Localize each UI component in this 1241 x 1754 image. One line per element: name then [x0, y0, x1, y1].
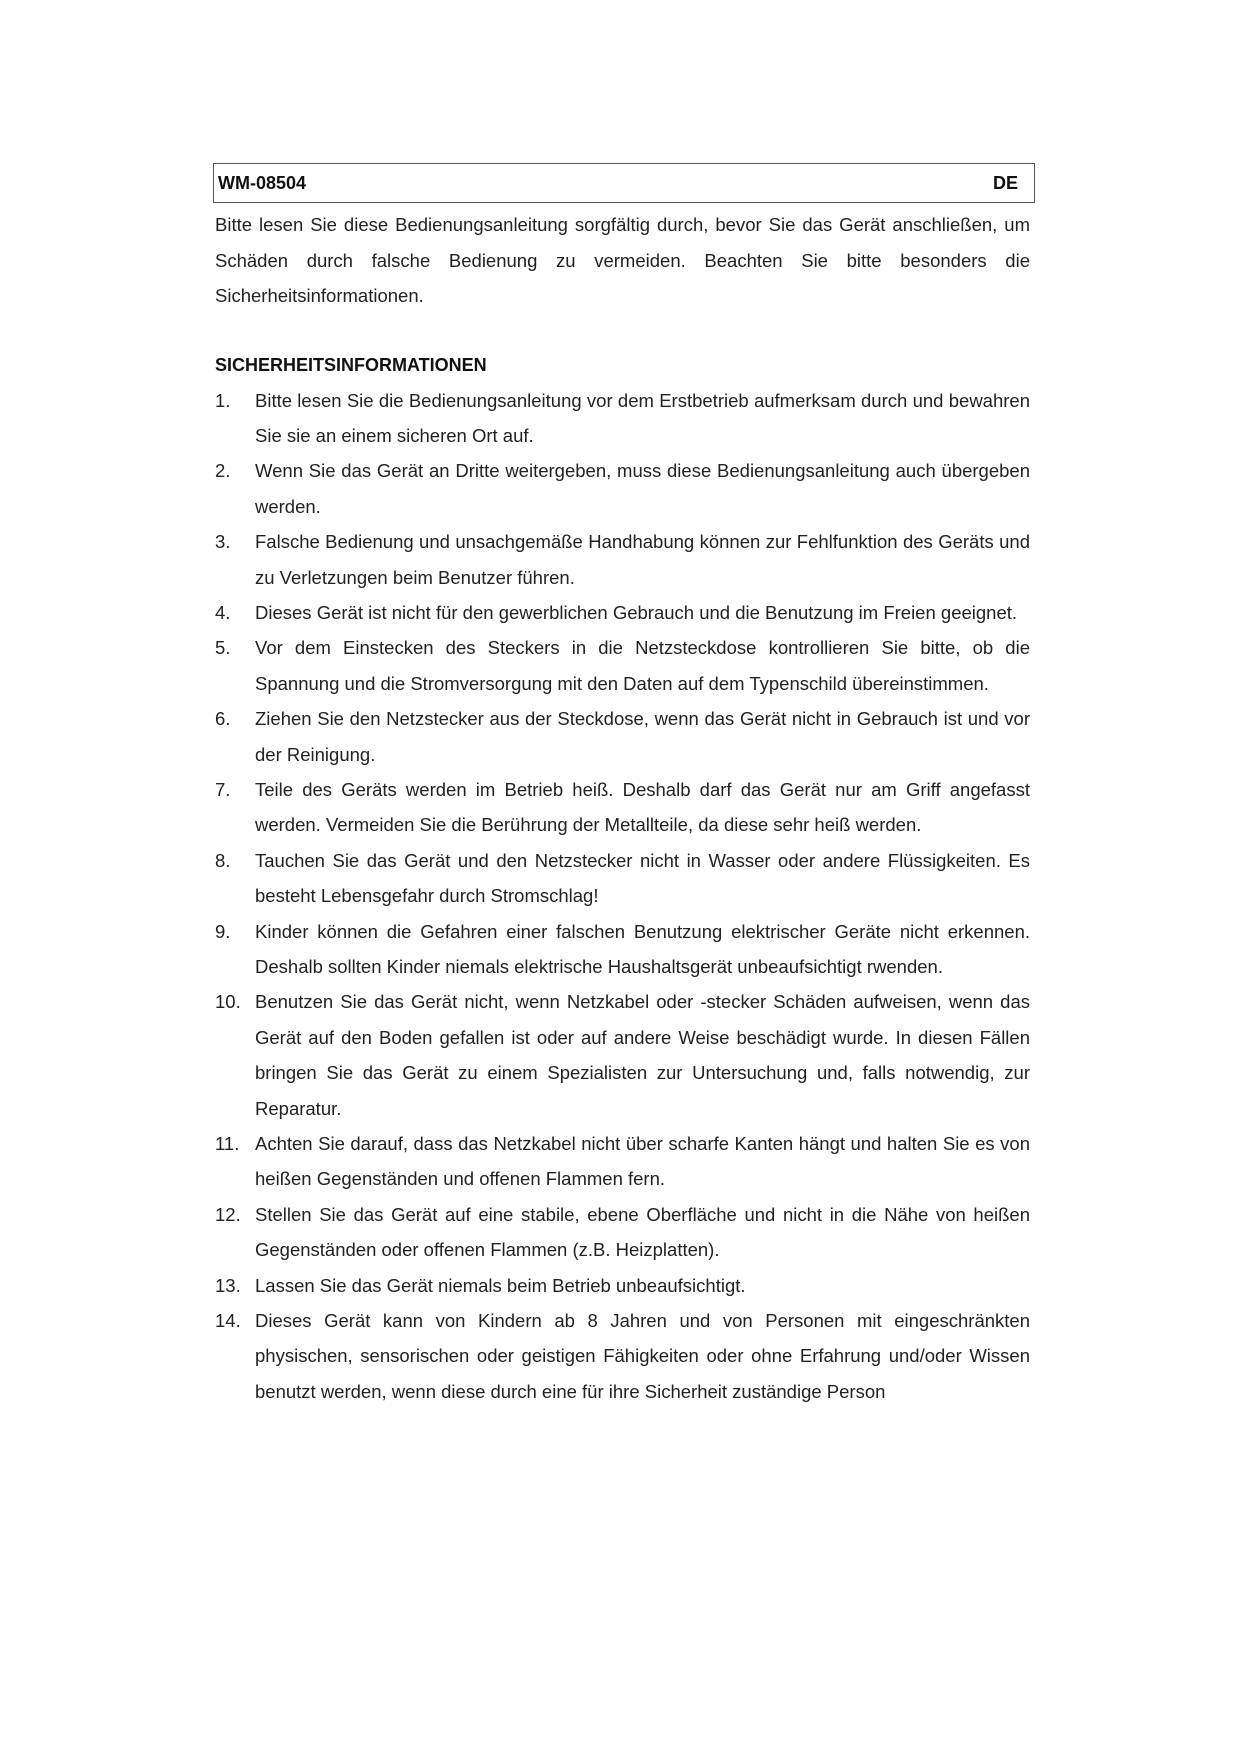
item-number: 9.	[215, 920, 231, 942]
list-item	[213, 630, 1030, 701]
item-text: Lassen Sie das Gerät niemals beim Betrieb unbeaufsichtigt.	[255, 1274, 746, 1296]
item-number: 4.	[215, 601, 231, 623]
item-number: 5.	[215, 637, 231, 659]
item-text: Tauchen Sie das Gerät und den Netzstecker nicht in Wasser oder andere Flüssigkeiten. Es besteht Lebensgefahr durch Stromschlag!	[255, 849, 1030, 907]
document-page	[213, 163, 1035, 1409]
model-number: WM-08504	[218, 173, 307, 193]
item-text: Bitte lesen Sie die Bedienungsanleitung vor dem Erstbetrieb aufmerksam durch und bewahren Sie sie an einem sicheren Ort auf.	[255, 389, 1030, 446]
list-item	[213, 453, 1030, 524]
list-item	[213, 595, 1030, 630]
list-item	[213, 1126, 1030, 1197]
list-item	[213, 984, 1030, 1126]
list-item	[213, 1303, 1030, 1409]
item-number: 14.	[215, 1310, 241, 1332]
item-number: 13.	[215, 1274, 241, 1296]
list-item	[213, 524, 1030, 595]
item-number: 7.	[215, 778, 231, 800]
item-number: 3.	[215, 531, 231, 553]
item-text: Kinder können die Gefahren einer falschen Benutzung elektrischer Geräte nicht erkennen. Deshalb sollten Kinder niemals elektrische Haushaltsgerät unbeaufsichtigt rwenden.	[255, 920, 1030, 977]
item-number: 12.	[215, 1203, 241, 1225]
language-code: DE	[992, 173, 1018, 193]
list-item	[213, 701, 1030, 772]
item-text: Teile des Geräts werden im Betrieb heiß. Deshalb darf das Gerät nur am Griff angefasst werden. Vermeiden Sie die Berührung der Metallteile, da diese sehr heiß werden.	[255, 778, 1030, 836]
item-number: 6.	[215, 708, 231, 730]
document-header	[213, 163, 1035, 203]
item-number: 2.	[215, 460, 231, 482]
list-item	[213, 843, 1030, 914]
list-item	[213, 383, 1030, 454]
item-text: Vor dem Einstecken des Steckers in die Netzsteckdose kontrollieren Sie bitte, ob die Spannung und die Stromversorgung mit den Daten auf dem Typenschild übereinstimmen.	[255, 637, 1030, 694]
intro-paragraph: Bitte lesen Sie diese Bedienungsanleitung sorgfältig durch, bevor Sie das Gerät anschließen, um Schäden durch falsche Bedienung zu vermeiden. Beachten Sie bitte besonders die Sicherheitsinformationen.	[215, 214, 1030, 306]
list-item	[213, 914, 1030, 985]
item-text: Falsche Bedienung und unsachgemäße Handhabung können zur Fehlfunktion des Geräts und zu Verletzungen beim Benutzer führen.	[255, 531, 1030, 588]
item-number: 11.	[215, 1133, 240, 1155]
item-text: Wenn Sie das Gerät an Dritte weitergeben, muss diese Bedienungsanleitung auch übergeben werden.	[255, 460, 1030, 517]
item-number: 1.	[215, 389, 231, 411]
item-text: Stellen Sie das Gerät auf eine stabile, ebene Oberfläche und nicht in die Nähe von heißen Gegenständen oder offenen Flammen (z.B. Heizplatten).	[255, 1203, 1030, 1261]
list-item	[213, 1197, 1030, 1268]
safety-list	[213, 383, 1030, 1410]
item-text: Achten Sie darauf, dass das Netzkabel nicht über scharfe Kanten hängt und halten Sie es von heißen Gegenständen und offenen Flammen fern.	[255, 1133, 1030, 1190]
list-item	[213, 1268, 1030, 1303]
item-text: Dieses Gerät ist nicht für den gewerblichen Gebrauch und die Benutzung im Freien geeignet.	[255, 601, 1018, 623]
item-number: 10.	[215, 991, 241, 1013]
item-number: 8.	[215, 849, 231, 871]
section-title: SICHERHEITSINFORMATIONEN	[215, 354, 487, 375]
item-text: Benutzen Sie das Gerät nicht, wenn Netzkabel oder -stecker Schäden aufweisen, wenn das Gerät auf den Boden gefallen ist oder auf andere Weise beschädigt wurde. In diesen Fällen bringen Sie das Gerät zu einem Spezialisten zur Untersuchung und, falls notwendig, zur Reparatur.	[255, 991, 1030, 1119]
list-item	[213, 772, 1030, 843]
item-text: Ziehen Sie den Netzstecker aus der Steckdose, wenn das Gerät nicht in Gebrauch ist und vor der Reinigung.	[255, 708, 1030, 765]
item-text: Dieses Gerät kann von Kindern ab 8 Jahren und von Personen mit eingeschränkten physischen, sensorischen oder geistigen Fähigkeiten oder ohne Erfahrung und/oder Wissen benutzt werden, wenn diese durch eine für ihre Sicherheit zuständige Person	[255, 1310, 1030, 1402]
